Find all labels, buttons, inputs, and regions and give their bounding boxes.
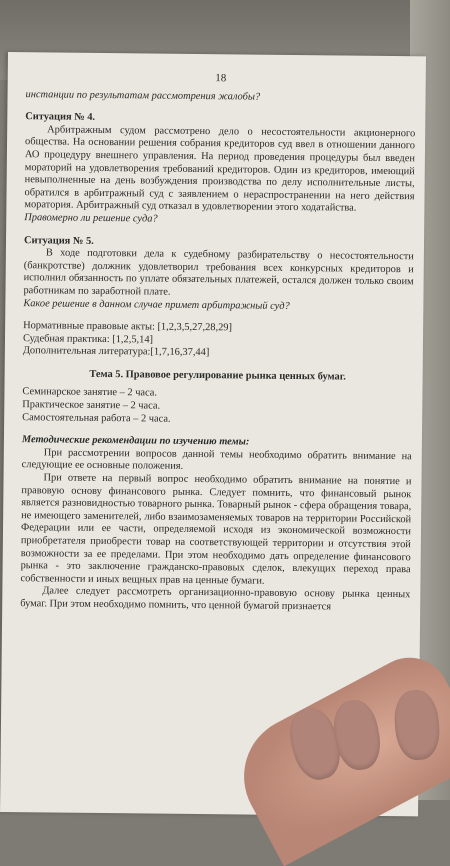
topic-practical: Практическое занятие – 2 часа. — [22, 399, 161, 412]
situation-5-question: Какое решение в данном случае примет арбитражный суд? — [23, 297, 290, 312]
page-number: 18 — [215, 72, 227, 85]
situation-4 — [24, 111, 415, 228]
situation-5 — [23, 235, 414, 315]
situation-5-title: Ситуация № 5. — [23, 234, 94, 247]
method-p1: При рассмотрении вопросов данной темы необходимо обратить внимание на следующие ее основные положения. — [21, 447, 412, 473]
topic-independent: Самостоятельная работа – 2 часа. — [22, 411, 171, 425]
topic-title: Тема 5. Правовое регулирование рынка ценных бумаг. — [89, 368, 346, 383]
method-title: Методические рекомендации по изучению темы: — [21, 434, 250, 448]
topic-5 — [22, 368, 413, 428]
intro-line: инстанции по результатам рассмотрения жалобы? — [25, 88, 261, 103]
ref-judicial: Судебная практика: [1,2,5,14] — [22, 332, 154, 346]
ref-normative: Нормативные правовые акты: [1,2,3,5,27,28,29] — [23, 320, 233, 334]
page-content — [20, 70, 416, 615]
situation-4-title: Ситуация № 4. — [25, 111, 96, 124]
topic-seminar: Семинарское занятие – 2 часа. — [22, 386, 158, 400]
ref-additional: Дополнительная литература:[1,7,16,37,44] — [22, 345, 210, 359]
method-p3: Далее следует рассмотреть организационно-правовую основу рынка ценных бумаг. При этом необходимо помнить, что ценной бумагой признается — [20, 585, 411, 613]
situation-4-text: Арбитражным судом рассмотрено дело о несостоятельности акционерного общества. На основании решения собрания кредиторов суд ввел в отношении данного АО процедуру внешнего управления. На период проведения процедуры был введен мораторий на удовлетворения требований кредиторов. Один из кредиторов, имеющий невыполненные на день возбуждения производства по делу исполнительные листы, обратился в арбитражный суд с заявлением о нераспространении на него действия моратория. Арбитражный суд отказал в удовлетворении этого ходатайства. — [24, 124, 416, 215]
situation-5-text: В ходе подготовки дела к судебному разбирательству о несостоятельности (банкротстве) должник удовлетворил требования всех конкурсных кредиторов и исполнил обязанность по уплате обязательных платежей, остался должен только своим работникам по заработной плате. — [23, 247, 414, 298]
situation-4-question: Правомерно ли решение суда? — [24, 212, 158, 225]
method-recommendations — [20, 434, 412, 614]
method-p2: При ответе на первый вопрос необходимо обратить внимание на понятие и правовую основу финансового рынка. Следует помнить, что финансовый рынок является разновидностью товарного рынка. Товарный рынок - сфера обращения товара, не имеющего заменителей, либо взаимозаменяемых товаров на территории Российской Федерации или ее части, определяемой исходя из экономической возможности приобретателя приобрести товар на соответствующей территории и отсутствия этой возможности за ее пределами. При этом необходимо дать определение финансового рынка - это заключение гражданско-правовых сделок, влекущих переход права собственности и иных вещных прав на ценные бумаги. — [20, 472, 412, 587]
references — [23, 320, 413, 362]
